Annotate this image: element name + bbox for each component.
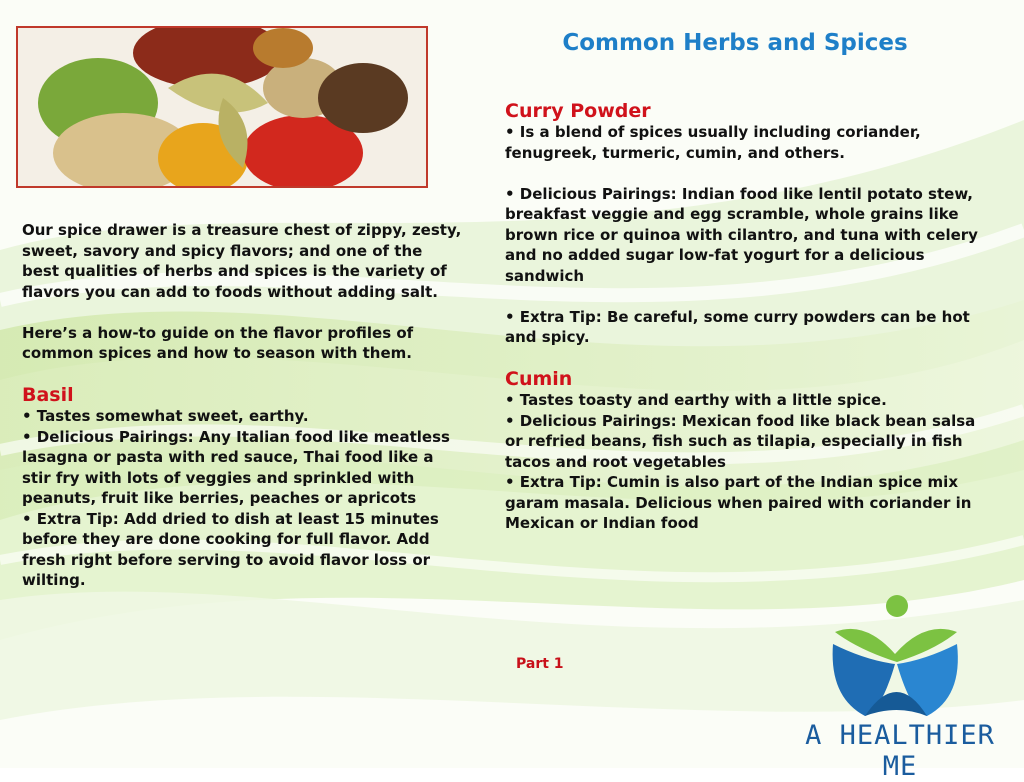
intro-paragraph: Our spice drawer is a treasure chest of zippy, zesty, sweet, savory and spicy flavors; and one of the best qualities of herbs and spices is the variety of flavors you can add to foods without adding salt. [22,221,462,301]
basil-taste: • Tastes somewhat sweet, earthy. [22,407,309,425]
cumin-tip: • Extra Tip: Cumin is also part of the Indian spice mix garam masala. Delicious when paired with coriander in Mexican or Indian food [505,473,972,532]
part-label: Part 1 [516,656,564,672]
right-column [505,100,985,534]
curry-description: • Is a blend of spices usually including coriander, fenugreek, turmeric, cumin, and others. [505,123,921,162]
a-healthier-me-logo [785,592,1015,782]
curry-heading: Curry Powder [505,100,651,122]
page-title: Common Herbs and Spices [562,30,908,56]
cumin-heading: Cumin [505,368,573,390]
spices-photo [16,26,428,188]
basil-pairings: • Delicious Pairings: Any Italian food like meatless lasagna or pasta with red sauce, Thai food like a stir fry with lots of veggies and sprinkled with peanuts, fruit like berries, peaches or apricots [22,427,450,507]
curry-pairings: • Delicious Pairings: Indian food like lentil potato stew, breakfast veggie and egg scramble, whole grains like brown rice or quinoa with cilantro, and tuna with celery and no added sugar low-fat yogurt for a delicious sandwich [505,184,978,285]
intro-guide-paragraph: Here’s a how-to guide on the flavor profiles of common spices and how to season with them. [22,323,414,362]
basil-tip: • Extra Tip: Add dried to dish at least 15 minutes before they are done cooking for full flavor. Add fresh right before serving to avoid flavor loss or wilting. [22,509,439,589]
cumin-taste: • Tastes toasty and earthy with a little spice. [505,391,887,409]
basil-heading: Basil [22,384,74,406]
logo-text: A HEALTHIER ME [805,720,995,782]
cumin-pairings: • Delicious Pairings: Mexican food like black bean salsa or refried beans, fish such as tilapia, especially in fish tacos and root vegetables [505,411,976,471]
person-leaf-logo-icon [825,592,965,720]
left-column [22,220,462,591]
curry-tip: • Extra Tip: Be careful, some curry powders can be hot and spicy. [505,307,970,346]
